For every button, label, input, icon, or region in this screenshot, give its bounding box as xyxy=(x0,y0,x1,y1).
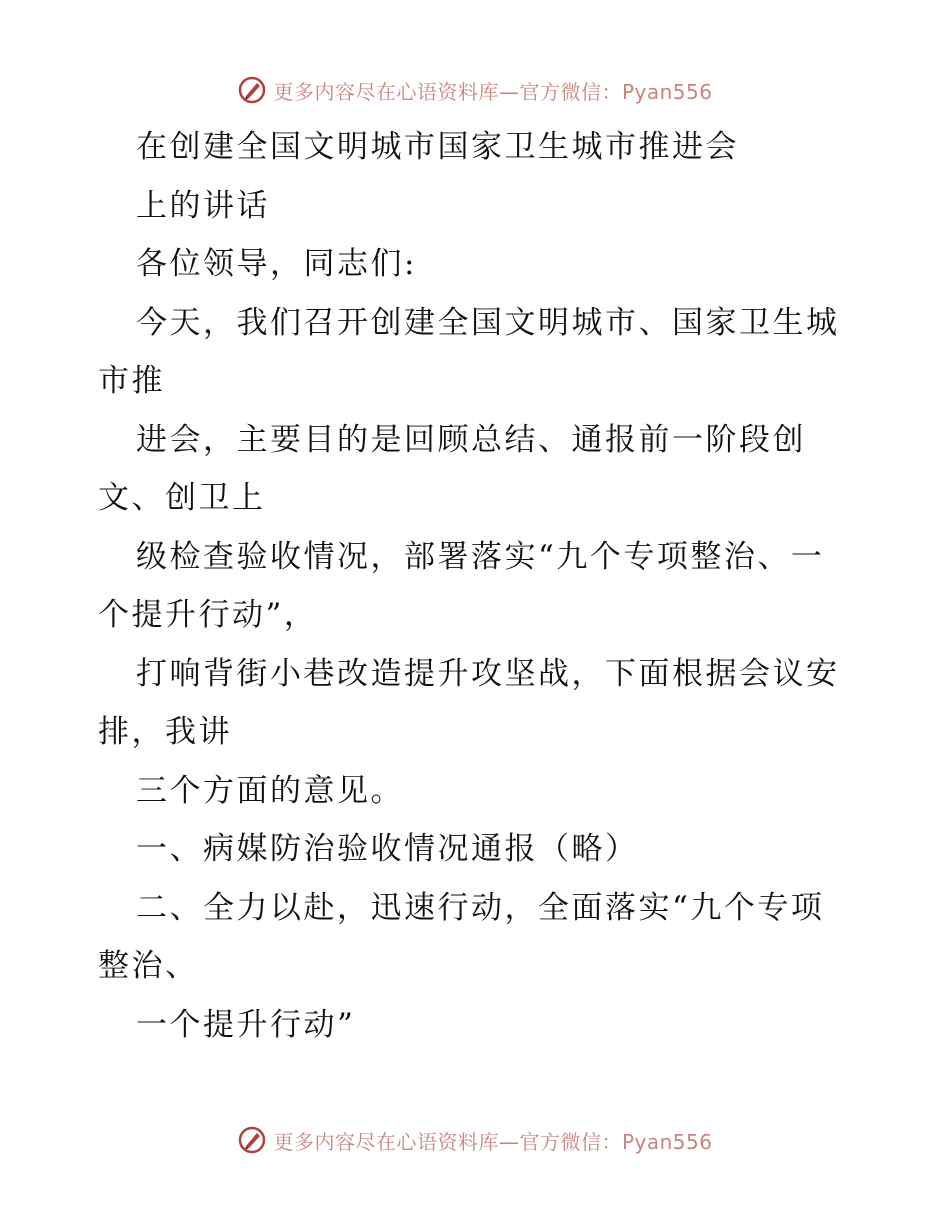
watermark-main-text: 更多内容尽在心语资料库 xyxy=(273,79,499,104)
title-line-2: 上的讲话 xyxy=(136,187,270,224)
paragraph-line: 打响背街小巷改造提升攻坚战，下面根据会议安 xyxy=(136,655,840,692)
watermark-main-text: 更多内容尽在心语资料库 xyxy=(273,1129,499,1154)
paragraph-line: 级检查验收情况，部署落实“九个专项整治、一 xyxy=(136,538,825,575)
document-body xyxy=(98,118,858,1054)
title-line-1: 在创建全国文明城市国家卫生城市推进会 xyxy=(136,129,739,165)
salutation: 各位领导，同志们: xyxy=(136,246,417,282)
paragraph-line: 三个方面的意见。 xyxy=(136,772,404,809)
pen-logo-icon xyxy=(237,1125,267,1155)
footer-watermark xyxy=(0,1120,950,1160)
watermark-wechat-text: —官方微信：Pyan556 xyxy=(498,79,713,104)
watermark-text xyxy=(273,76,712,105)
section-heading-2-cont: 一个提升行动” xyxy=(136,1006,356,1043)
paragraph-line: 排，我讲 xyxy=(98,714,232,750)
section-heading-2-cont: 整治、 xyxy=(98,948,199,984)
watermark-wechat-text: —官方微信：Pyan556 xyxy=(498,1129,713,1154)
header-watermark xyxy=(0,70,950,110)
paragraph-line: 个提升行动”， xyxy=(98,597,318,633)
pen-logo-icon xyxy=(237,75,267,105)
paragraph-line: 文、创卫上 xyxy=(98,480,266,516)
watermark-text xyxy=(273,1126,712,1155)
section-heading-2: 二、全力以赴，迅速行动，全面落实“九个专项 xyxy=(136,889,825,926)
section-heading-1: 一、病媒防治验收情况通报（略） xyxy=(136,831,639,867)
paragraph-line: 今天，我们召开创建全国文明城市、国家卫生城 xyxy=(136,304,840,341)
paragraph-line: 进会，主要目的是回顾总结、通报前一阶段创 xyxy=(136,421,806,458)
paragraph-line: 市推 xyxy=(98,363,165,399)
